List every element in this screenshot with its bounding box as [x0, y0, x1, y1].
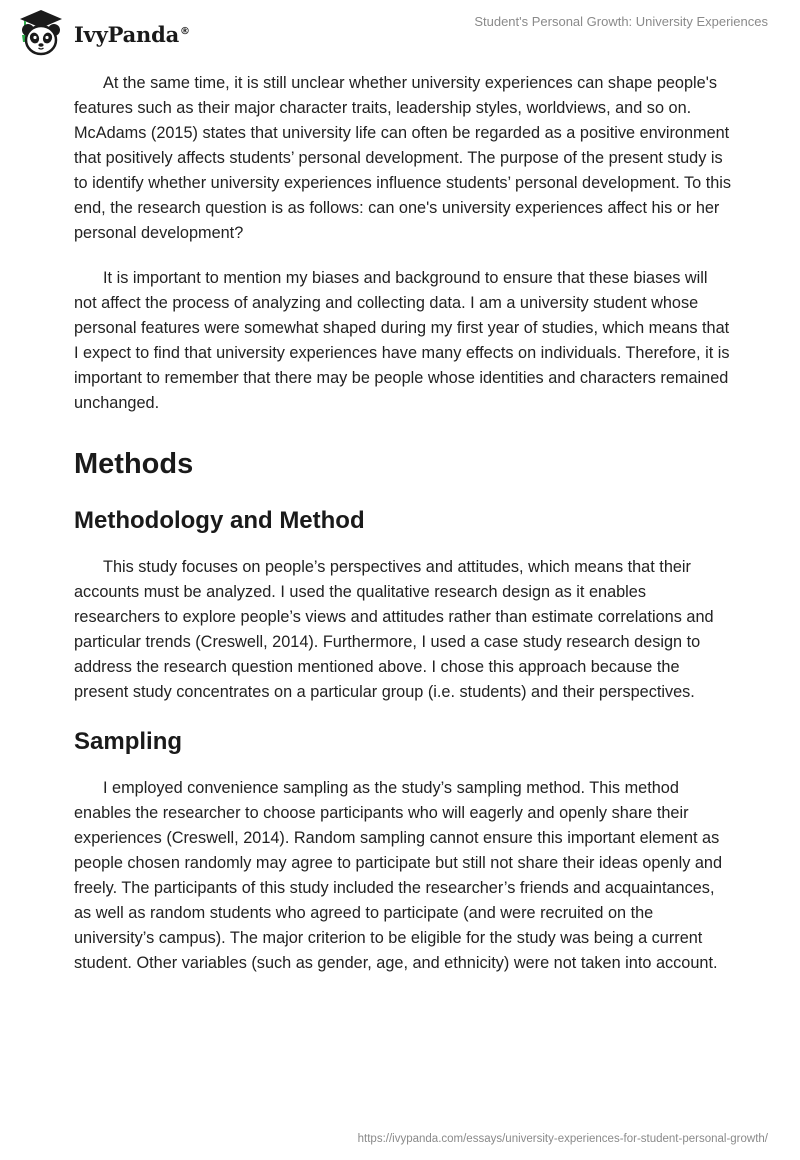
- sampling-heading: Sampling: [74, 728, 183, 755]
- document-title: Student's Personal Growth: University Experiences: [474, 14, 768, 29]
- methods-heading: Methods: [74, 448, 194, 480]
- essay-content: [74, 71, 734, 996]
- page-header: [0, 0, 800, 64]
- logo[interactable]: [14, 8, 190, 58]
- source-url[interactable]: https://ivypanda.com/essays/university-experiences-for-student-personal-growth/: [357, 1133, 768, 1145]
- paragraph: I employed convenience sampling as the study’s sampling method. This method enables the researcher to choose participants who will eagerly and openly share their experiences (Creswell, 2014). Random sampling cannot ensure this important element as people chosen randomly may agree to participate but still not share their ideas openly and freely. The participants of this study included the researcher’s friends and acquaintances, as well as random students who agreed to participate (and were recruited on the university’s campus). The major criterion to be eligible for the study was being a current student. Other variables (such as gender, age, and ethnicity) were not taken into account.: [74, 779, 723, 972]
- panda-graduate-icon: [14, 8, 68, 58]
- paragraph: It is important to mention my biases and background to ensure that these biases will not affect the process of analyzing and collecting data. I am a university student whose personal features were somewhat shaped during my first year of studies, which means that I expect to find that university experiences have many effects on individuals. Therefore, it is important to remember that there may be people whose identities and characters remained unchanged.: [74, 269, 730, 412]
- paragraph: This study focuses on people’s perspectives and attitudes, which means that their accounts must be analyzed. I used the qualitative research design as it enables researchers to explore people’s views and attitudes rather than estimate correlations and particular trends (Creswell, 2014). Furthermore, I used a case study research design to address the research question mentioned above. I chose this approach because the present study concentrates on a particular group (i.e. students) and their perspectives.: [74, 558, 714, 701]
- paragraph: At the same time, it is still unclear whether university experiences can shape people's features such as their major character traits, leadership styles, worldviews, and so on. McAdams (2015) states that university life can often be regarded as a positive environment that positively affects students’ personal development. The purpose of the present study is to identify whether university experiences influence students’ personal development. To this end, the research question is as follows: can one's university experiences affect his or her personal development?: [74, 74, 732, 242]
- logo-text: IvyPanda®: [74, 21, 190, 47]
- methodology-heading: Methodology and Method: [74, 507, 365, 534]
